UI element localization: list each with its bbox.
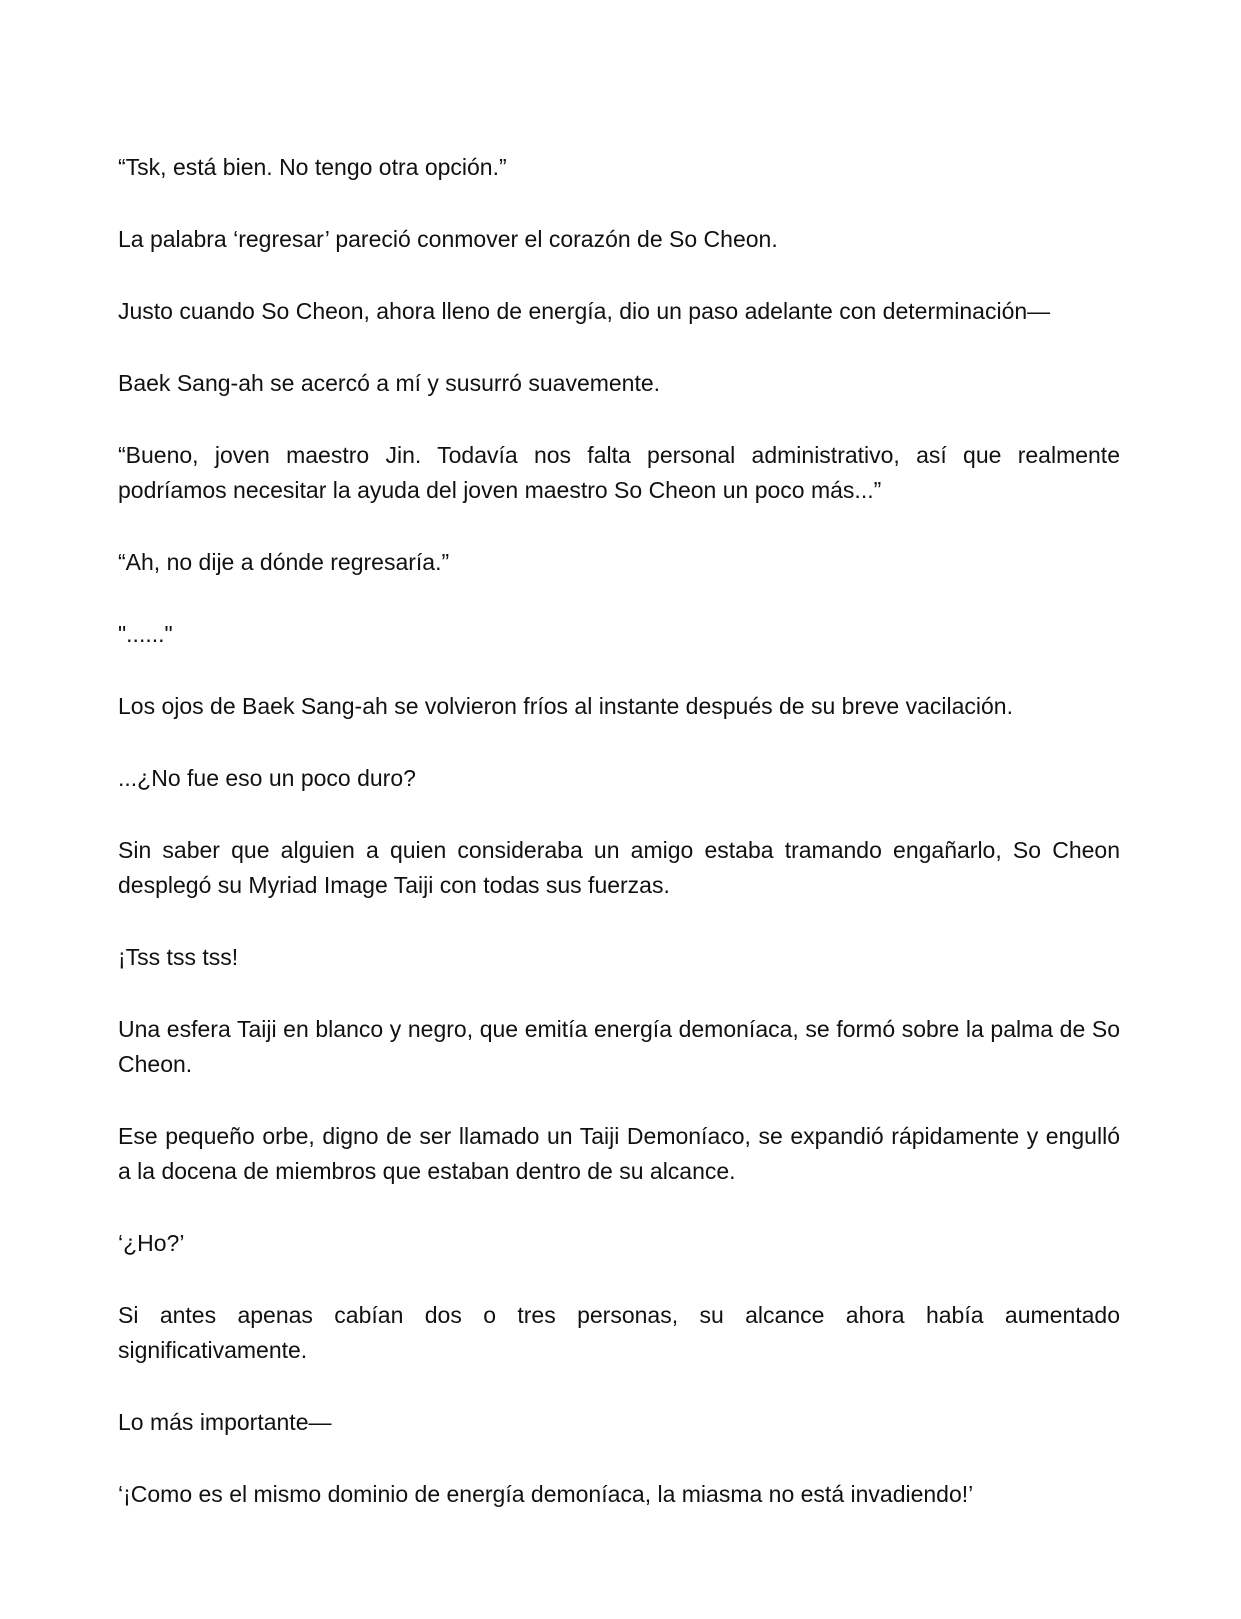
paragraph: La palabra ‘regresar’ pareció conmover el corazón de So Cheon. — [118, 226, 778, 252]
paragraph: “Bueno, joven maestro Jin. Todavía nos falta personal administrativo, así que realmente podríamos necesitar la ayuda del joven maestro So Cheon un poco más...” — [118, 442, 1120, 503]
paragraph: Sin saber que alguien a quien consideraba un amigo estaba tramando engañarlo, So Cheon desplegó su Myriad Image Taiji con todas sus fuerzas. — [118, 837, 1120, 898]
paragraph: ‘¿Ho?’ — [118, 1230, 185, 1256]
paragraph: Una esfera Taiji en blanco y negro, que emitía energía demoníaca, se formó sobre la palma de So Cheon. — [118, 1016, 1120, 1077]
paragraph: Justo cuando So Cheon, ahora lleno de energía, dio un paso adelante con determinación— — [118, 298, 1051, 324]
paragraph: Lo más importante— — [118, 1409, 332, 1435]
paragraph: Ese pequeño orbe, digno de ser llamado un Taiji Demoníaco, se expandió rápidamente y engulló a la docena de miembros que estaban dentro de su alcance. — [118, 1123, 1120, 1184]
paragraph: ‘¡Como es el mismo dominio de energía demoníaca, la miasma no está invadiendo!’ — [118, 1481, 974, 1507]
paragraph: Si antes apenas cabían dos o tres personas, su alcance ahora había aumentado significativamente. — [118, 1302, 1120, 1363]
paragraph: Los ojos de Baek Sang-ah se volvieron fríos al instante después de su breve vacilación. — [118, 693, 1013, 719]
paragraph: "......" — [118, 621, 173, 647]
document-body — [118, 150, 1120, 1549]
paragraph: ¡Tss tss tss! — [118, 944, 239, 970]
paragraph: “Ah, no dije a dónde regresaría.” — [118, 549, 450, 575]
paragraph: ...¿No fue eso un poco duro? — [118, 765, 416, 791]
paragraph: “Tsk, está bien. No tengo otra opción.” — [118, 154, 507, 180]
paragraph: Baek Sang-ah se acercó a mí y susurró suavemente. — [118, 370, 661, 396]
